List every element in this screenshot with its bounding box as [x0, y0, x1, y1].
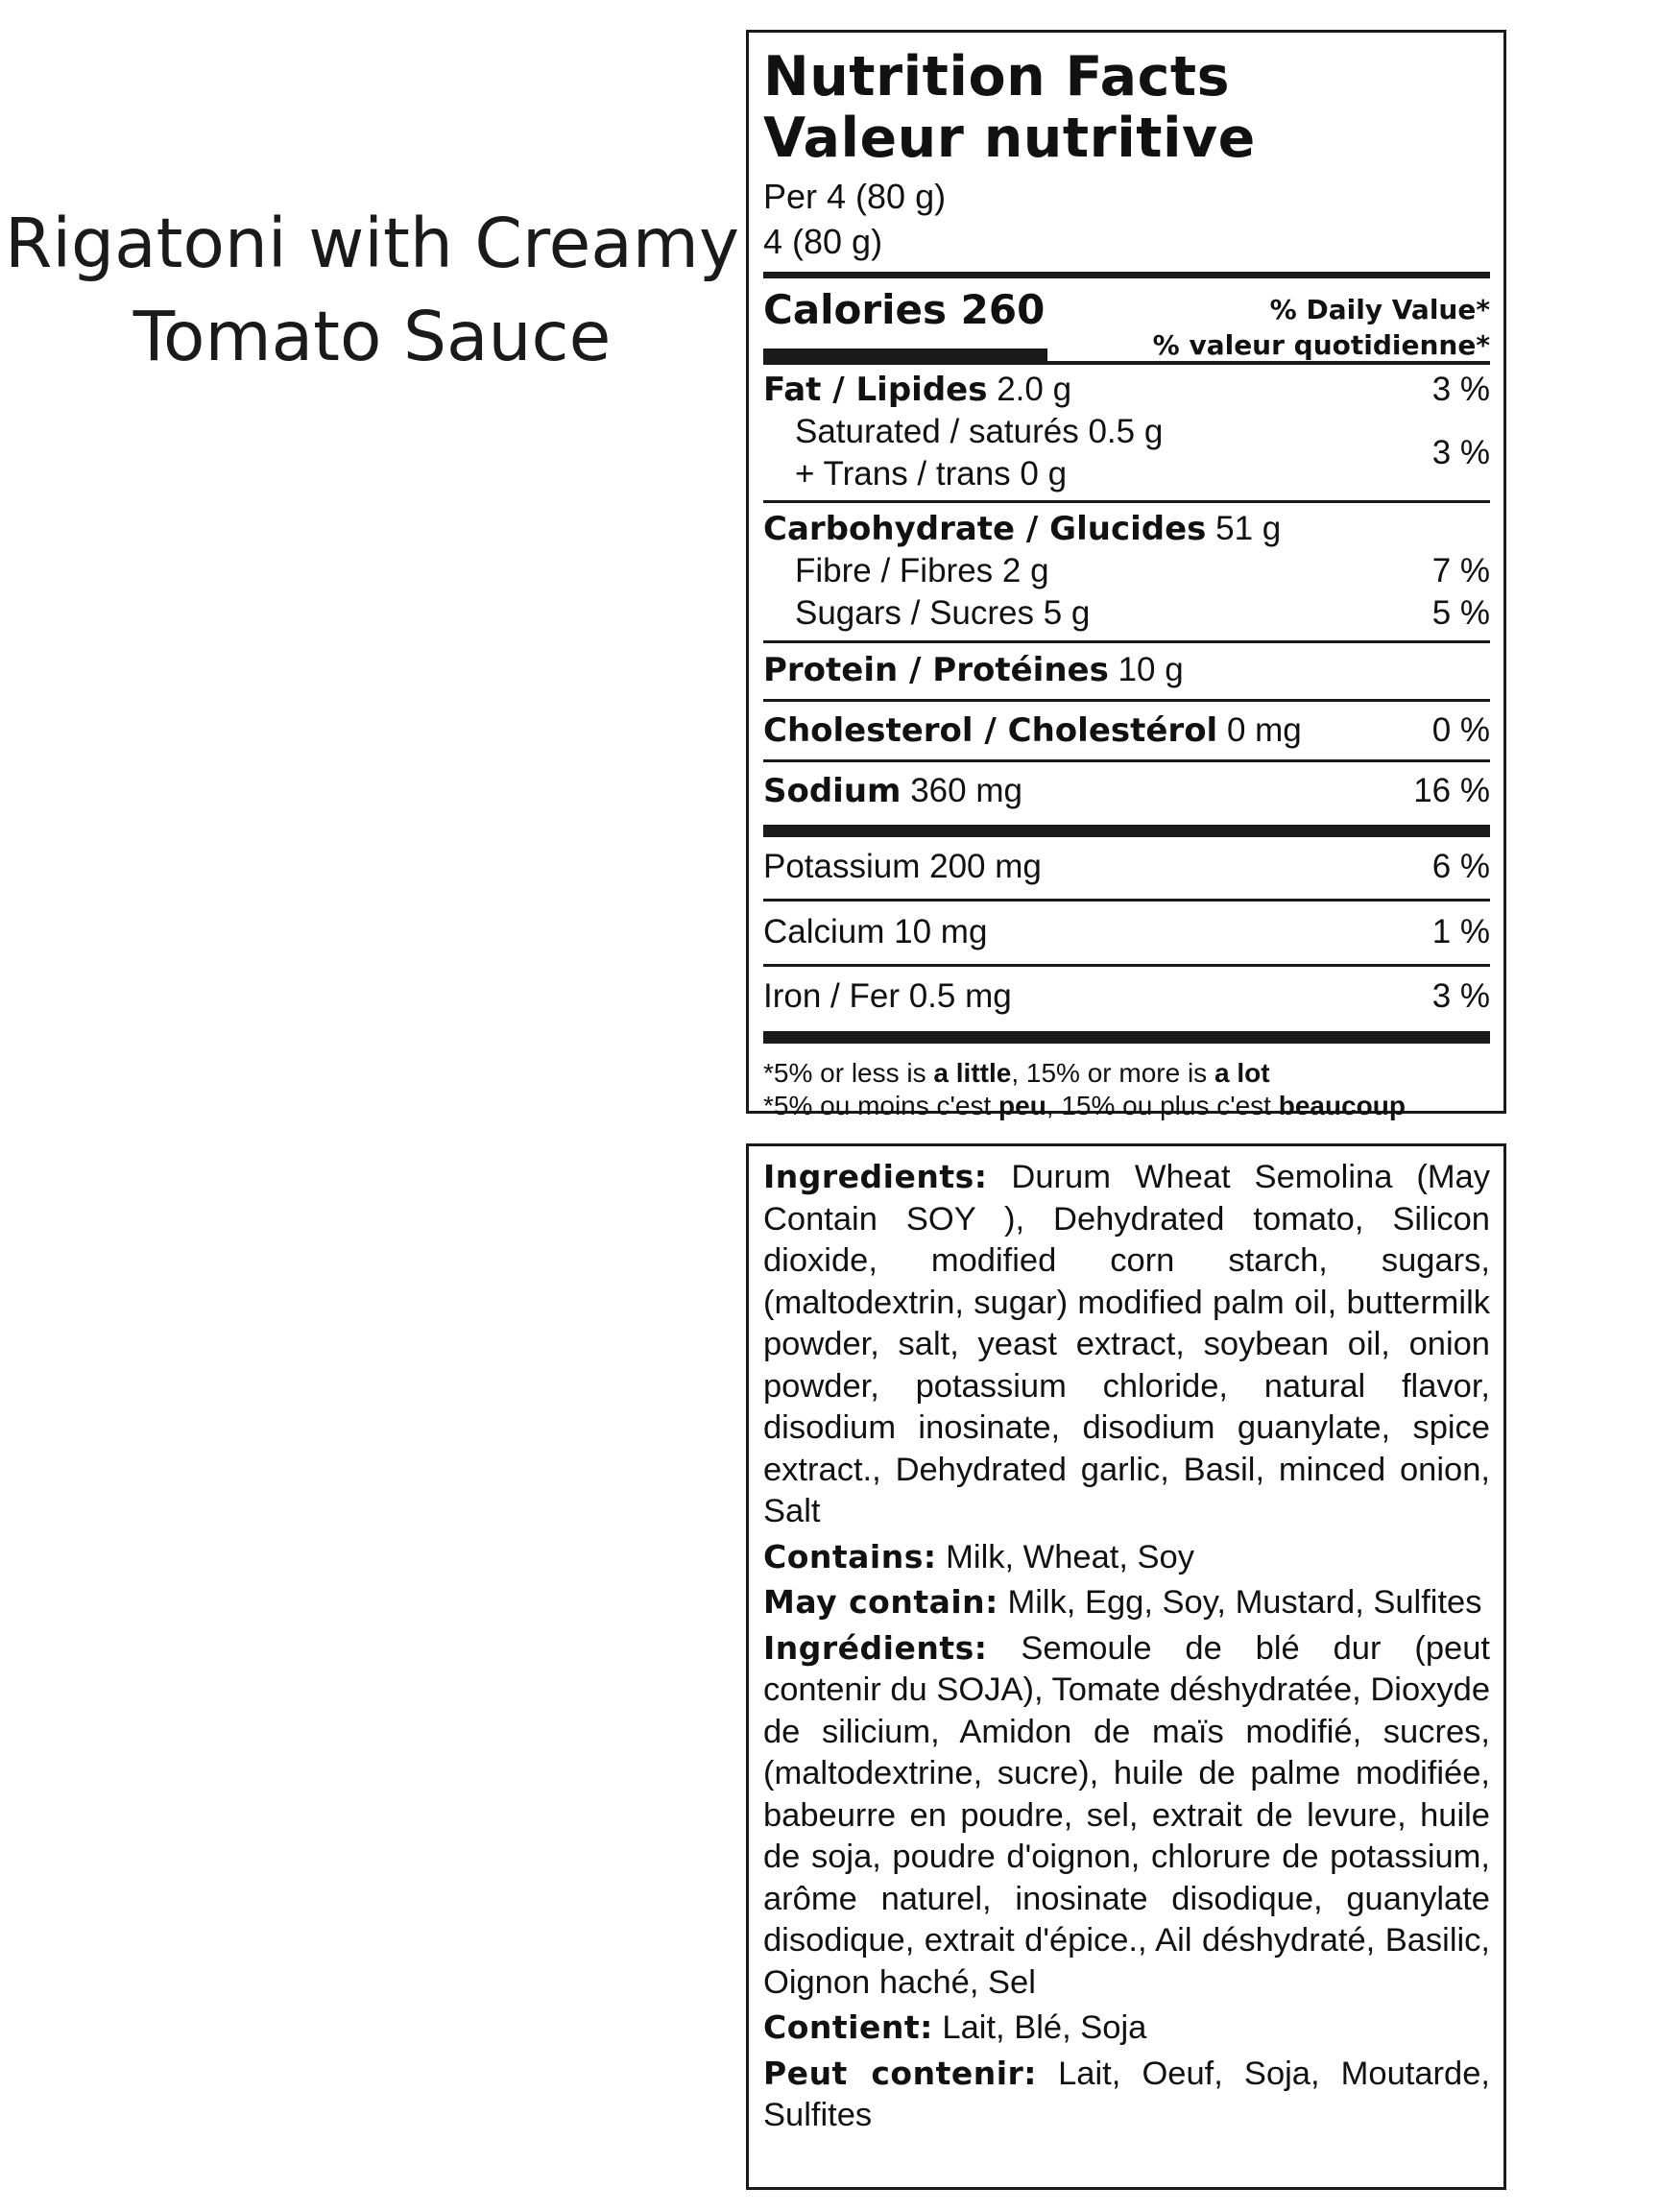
iron-pct: 3 % [1431, 977, 1490, 1015]
divider [763, 640, 1490, 643]
nutrient-row-fibre [763, 550, 1490, 592]
ingredients-fr [763, 1627, 1490, 2005]
sugars-label: Sugars / Sucres 5 g [795, 594, 1091, 632]
daily-value-fr: % valeur quotidienne* [1152, 329, 1490, 361]
potassium-pct: 6 % [1431, 848, 1490, 885]
calories-row [763, 278, 1490, 361]
footnote-en-little: a little [933, 1058, 1012, 1088]
footnote-en-lot: a lot [1214, 1058, 1270, 1088]
fat-amount: 2.0 g [987, 371, 1072, 408]
footnote-en-text: *5% or less is [763, 1058, 934, 1088]
contains-label: Contains: [763, 1537, 937, 1575]
fat-pct: 3 % [1431, 371, 1490, 408]
iron-label: Iron / Fer 0.5 mg [763, 977, 1012, 1015]
nutrient-row-sodium [763, 770, 1490, 812]
calories-underline [763, 349, 1047, 361]
footnote-fr-peu: peu [998, 1091, 1046, 1120]
footnote-en [763, 1057, 1490, 1090]
footnote-fr [763, 1090, 1490, 1122]
sugars-pct: 5 % [1431, 594, 1490, 632]
carbohydrate-amount: 51 g [1206, 510, 1282, 547]
nutrition-facts-table [746, 30, 1506, 1120]
ingredients-en-text: Durum Wheat Semolina (May Contain SOY ), Dehydrated tomato, Silicon dioxide, modified corn starch, sugars, (maltodextrin, sugar) modified palm oil, buttermilk powder, salt, yeast extract, soybean oil, onion powder, potassium chloride, natural flavor, disodium inosinate, disodium guanylate, spice extract., Dehydrated garlic, Basil, minced onion, Salt [763, 1159, 1490, 1529]
sodium-label: Sodium [763, 772, 902, 810]
divider-heavy [763, 825, 1490, 837]
protein-amount: 10 g [1108, 651, 1184, 688]
footnote-fr-text: , 15% ou plus c'est [1046, 1091, 1279, 1120]
contains-en [763, 1536, 1490, 1579]
nutrient-row-cholesterol [763, 709, 1490, 752]
ingredients-box [746, 1143, 1506, 2190]
saturated-label: Saturated / saturés 0.5 g [795, 413, 1164, 450]
fibre-pct: 7 % [1431, 552, 1490, 589]
calcium-label: Calcium 10 mg [763, 913, 988, 950]
ingredients-en [763, 1156, 1490, 1533]
nutrient-row-iron [763, 975, 1490, 1018]
saturated-trans-pct: 3 % [1431, 434, 1490, 471]
calories-label: Calories 260 [763, 286, 1046, 333]
footnote-fr-beaucoup: beaucoup [1278, 1091, 1406, 1120]
divider [763, 759, 1490, 762]
nutrient-row-calcium [763, 911, 1490, 953]
may-contain-fr [763, 2053, 1490, 2137]
protein-label: Protein / Protéines [763, 651, 1109, 689]
daily-value-en: % Daily Value* [1269, 294, 1490, 325]
sodium-pct: 16 % [1413, 772, 1490, 809]
product-title-line1: Rigatoni with Creamy [5, 204, 739, 283]
nutrient-row-carbohydrate [763, 508, 1490, 550]
may-contain-text: Milk, Egg, Soy, Mustard, Sulfites [998, 1584, 1482, 1621]
divider [763, 899, 1490, 902]
ingredients-fr-label: Ingrédients: [763, 1628, 988, 1667]
divider-thick [763, 272, 1490, 278]
cholesterol-label: Cholesterol / Cholestérol [763, 711, 1218, 750]
contient-label: Contient: [763, 2008, 933, 2046]
nutrient-row-saturated [763, 411, 1490, 453]
ingredients-en-label: Ingredients: [763, 1158, 988, 1195]
fat-label: Fat / Lipides [763, 371, 988, 409]
may-contain-label: May contain: [763, 1583, 998, 1621]
contains-fr [763, 2007, 1490, 2050]
may-contain-en [763, 1581, 1490, 1624]
nutrient-row-protein [763, 649, 1490, 691]
product-title-line2: Tomato Sauce [132, 297, 612, 376]
footnote-fr-text: *5% ou moins c'est [763, 1091, 999, 1120]
serving-size-en: Per 4 (80 g) [763, 177, 947, 216]
trans-label: + Trans / trans 0 g [795, 455, 1068, 493]
ingredients-fr-text: Semoule de blé dur (peut contenir du SOJA), Tomate déshydratée, Dioxyde de silicium, Amidon de maïs modifié, sucres, (maltodextrine, sucre), huile de palme modifiée, babeurre en poudre, sel, extrait de levure, huile de soja, poudre d'oignon, chlorure de potassium, arôme naturel, inosinate disodique, guanylate disodique, extrait d'épice., Ail déshydraté, Basilic, Oignon haché, Sel [763, 1629, 1490, 2001]
fibre-label: Fibre / Fibres 2 g [795, 552, 1049, 589]
nutrient-row-sugars [763, 592, 1490, 635]
sodium-amount: 360 mg [901, 772, 1022, 809]
divider-heavy [763, 1031, 1490, 1044]
nutrient-row-trans [763, 434, 1490, 495]
potassium-label: Potassium 200 mg [763, 848, 1042, 885]
nutrient-row-potassium [763, 846, 1490, 888]
peut-contenir-label: Peut contenir: [763, 2054, 1038, 2092]
nutrient-row-fat [763, 369, 1490, 411]
divider [763, 964, 1490, 967]
calcium-pct: 1 % [1431, 913, 1490, 950]
product-title [0, 197, 744, 383]
contains-text: Milk, Wheat, Soy [936, 1538, 1194, 1575]
nutrition-title-en: Nutrition Facts [763, 45, 1231, 108]
divider [763, 500, 1490, 503]
cholesterol-amount: 0 mg [1217, 711, 1302, 749]
nutrition-title-fr: Valeur nutritive [763, 107, 1256, 170]
footnote-en-text: , 15% or more is [1011, 1058, 1214, 1088]
serving-size-fr: 4 (80 g) [763, 222, 883, 261]
cholesterol-pct: 0 % [1431, 711, 1490, 749]
contient-text: Lait, Blé, Soja [932, 2009, 1147, 2046]
carbohydrate-label: Carbohydrate / Glucides [763, 510, 1207, 548]
peut-contenir-text: Lait, Oeuf, Soja, Moutarde, Sulfites [763, 2055, 1491, 2133]
divider [763, 699, 1490, 702]
daily-value-header [1153, 292, 1490, 363]
